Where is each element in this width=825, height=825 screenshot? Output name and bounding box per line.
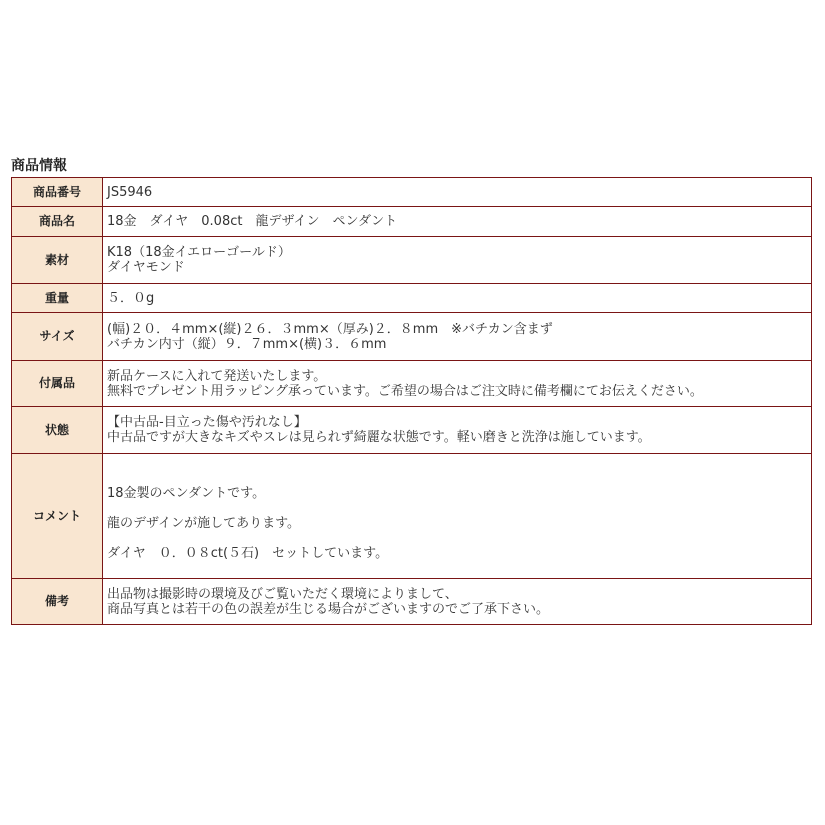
table-row-comment bbox=[12, 454, 812, 579]
table-row-material bbox=[12, 237, 812, 284]
table-row-size bbox=[12, 313, 812, 361]
row-value: (幅)２０．４mm×(縦)２６．３mm×（厚み)２．８mm ※バチカン含まず バチカン内寸（縦）９．７mm×(横)３．６mm bbox=[103, 313, 812, 361]
row-label: 状態 bbox=[12, 407, 103, 454]
product-info-table bbox=[11, 177, 812, 625]
row-value: JS5946 bbox=[103, 178, 812, 207]
row-label: 商品名 bbox=[12, 207, 103, 237]
table-row-notes bbox=[12, 579, 812, 625]
table-row-item-number bbox=[12, 178, 812, 207]
row-label: サイズ bbox=[12, 313, 103, 361]
row-label: 商品番号 bbox=[12, 178, 103, 207]
row-value: 18金製のペンダントです。 龍のデザインが施してあります。 ダイヤ ０．０８ct(５石) セットしています。 bbox=[103, 454, 812, 579]
row-label: 重量 bbox=[12, 284, 103, 313]
row-label: 備考 bbox=[12, 579, 103, 625]
table-row-weight bbox=[12, 284, 812, 313]
row-value: 新品ケースに入れて発送いたします。 無料でプレゼント用ラッピング承っています。ご希望の場合はご注文時に備考欄にてお伝えください。 bbox=[103, 361, 812, 407]
section-title: 商品情報 bbox=[11, 158, 67, 174]
row-value: 18金 ダイヤ 0.08ct 龍デザイン ペンダント bbox=[103, 207, 812, 237]
row-value: 【中古品-目立った傷や汚れなし】 中古品ですが大きなキズやスレは見られず綺麗な状態です。軽い磨きと洗浄は施しています。 bbox=[103, 407, 812, 454]
row-value: K18（18金イエローゴールド） ダイヤモンド bbox=[103, 237, 812, 284]
table-row-product-name bbox=[12, 207, 812, 237]
row-value: 出品物は撮影時の環境及びご覧いただく環境によりまして、 商品写真とは若干の色の誤差が生じる場合がございますのでご了承下さい。 bbox=[103, 579, 812, 625]
row-value: ５．０g bbox=[103, 284, 812, 313]
row-label: コメント bbox=[12, 454, 103, 579]
row-label: 素材 bbox=[12, 237, 103, 284]
row-label: 付属品 bbox=[12, 361, 103, 407]
table-row-accessories bbox=[12, 361, 812, 407]
table-row-condition bbox=[12, 407, 812, 454]
